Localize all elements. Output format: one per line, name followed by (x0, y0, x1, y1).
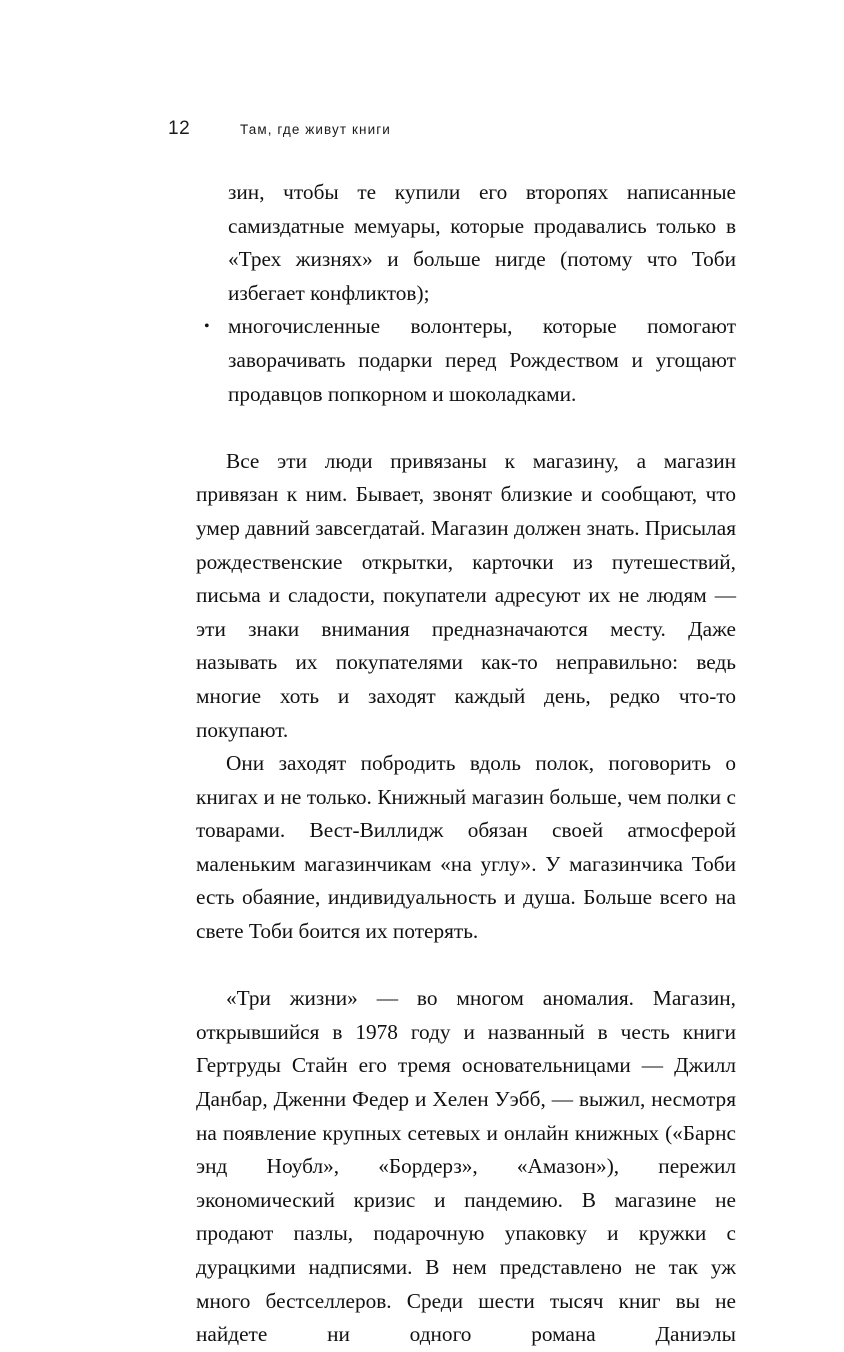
list-item (196, 176, 736, 310)
running-title: Там, где живут книги (240, 122, 391, 137)
bullet-point-icon: • (204, 318, 210, 336)
list-item (196, 310, 736, 411)
page-text-block (196, 176, 736, 1352)
paragraph: Все эти люди привязаны к магазину, а магазин привязан к ним. Бывает, звонят близкие и сообщают, что умер давний завсегдатай. Магазин должен знать. Присылая рождественские открытки, карточки из путешествий, письма и сладости, покупатели адресуют их не людям — эти знаки внимания предназначаются месту. Даже называть их покупателями как-то неправильно: ведь многие хоть и заходят каждый день, редко что-то покупают. (196, 448, 736, 742)
running-head (168, 118, 391, 140)
paragraph: «Три жизни» — во многом аномалия. Магазин, открывшийся в 1978 году и названный в честь книги Гертруды Стайн его тремя основательницами — Джилл Данбар, Дженни Федер и Хелен Уэбб, — выжил, несмотря на появление крупных сетевых и онлайн книжных («Барнс энд Ноубл», «Бордерз», «Амазон»), пережил экономический кризис и пандемию. В магазине не продают пазлы, подарочную упаковку и кружки с дурацкими надписями. В нем представлено не так уж много бестселлеров. Среди шести тысяч книг вы не найдете ни одного романа Даниэлы (196, 986, 736, 1347)
bullet-item-text: зин, чтобы те купили его второпях написанные самиздатные мемуары, которые продавались только в «Трех жизнях» и больше нигде (потому что Тоби избегает конфликтов); (228, 180, 736, 305)
page-number: 12 (168, 118, 191, 139)
bullet-item-text: многочисленные волонтеры, которые помогают заворачивать подарки перед Рождеством и угощают продавцов попкорном и шоколадками. (228, 314, 736, 406)
bullet-list (196, 176, 736, 411)
paragraph: Они заходят побродить вдоль полок, поговорить о книгах и не только. Книжный магазин больше, чем полки с товарами. Вест-Виллидж обязан своей атмосферой маленьким магазинчикам «на углу». У магазинчика Тоби есть обаяние, индивидуальность и душа. Больше всего на свете Тоби боится их потерять. (196, 751, 736, 944)
